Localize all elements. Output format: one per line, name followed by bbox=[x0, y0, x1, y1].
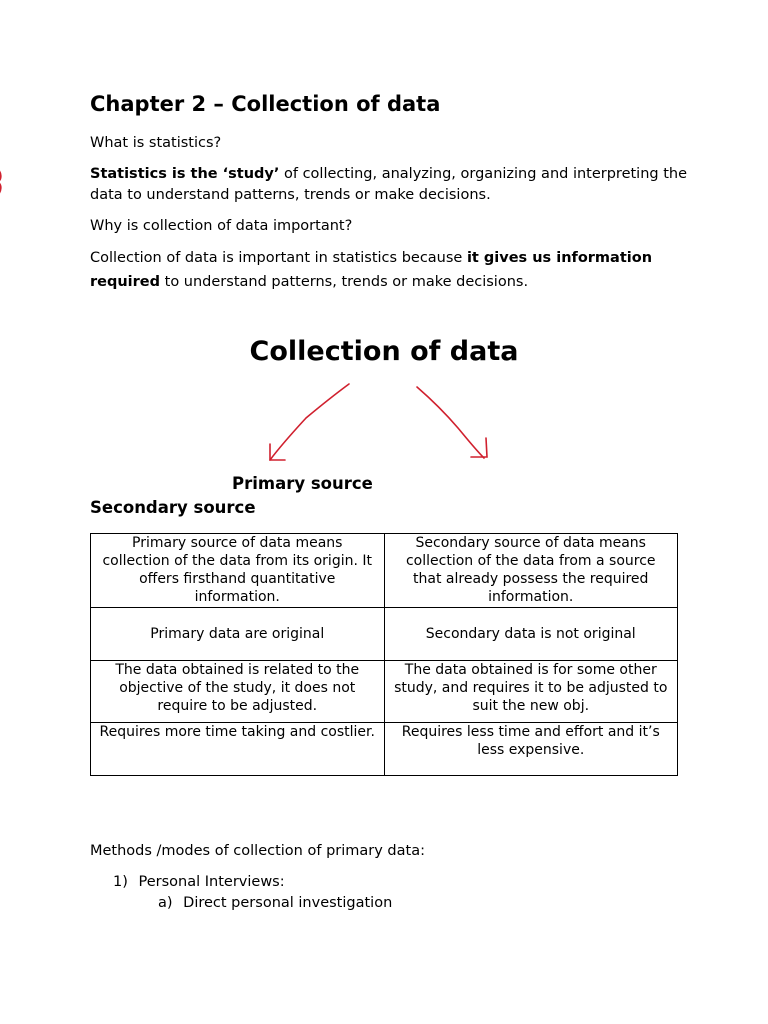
table-cell: Secondary data is not original bbox=[384, 608, 678, 661]
table-row bbox=[91, 608, 678, 661]
answer-pre: Collection of data is important in statistics because bbox=[90, 250, 467, 266]
definition-bold: Statistics is the ‘study’ bbox=[90, 166, 280, 182]
primary-source-label: Primary source bbox=[232, 474, 373, 493]
page-title: Chapter 2 – Collection of data bbox=[90, 92, 441, 116]
list-number: a) bbox=[158, 895, 173, 911]
diagram-title: Collection of data bbox=[249, 336, 519, 367]
answer-post: to understand patterns, trends or make decisions. bbox=[160, 274, 529, 290]
list-item-label: Direct personal investigation bbox=[183, 895, 393, 911]
table-cell: Primary source of data means collection of the data from its origin. It offers firsthand quantitative information. bbox=[91, 534, 385, 608]
list-item bbox=[158, 895, 392, 911]
question-why-collect-data: Why is collection of data important? bbox=[90, 218, 353, 234]
arrow-left-icon bbox=[270, 384, 349, 460]
question-what-is-statistics: What is statistics? bbox=[90, 135, 222, 151]
table-cell: The data obtained is related to the objective of the study, it does not require to be adjusted. bbox=[91, 661, 385, 723]
comparison-table bbox=[90, 533, 678, 776]
secondary-source-label: Secondary source bbox=[90, 498, 256, 517]
list-item bbox=[113, 874, 285, 890]
table-cell: Requires more time taking and costlier. bbox=[91, 723, 385, 776]
diagram-arrows bbox=[0, 0, 768, 480]
answer-bold: it gives us information required bbox=[90, 250, 653, 290]
table-row bbox=[91, 534, 678, 608]
list-number: 1) bbox=[113, 874, 128, 890]
table-cell: The data obtained is for some other study, and requires it to be adjusted to suit the new obj. bbox=[384, 661, 678, 723]
table-row bbox=[91, 661, 678, 723]
methods-heading: Methods /modes of collection of primary data: bbox=[90, 843, 425, 859]
table-cell: Secondary source of data means collection of the data from a source that already possess the required information. bbox=[384, 534, 678, 608]
definition-text: of collecting, analyzing, organizing and interpreting the data to understand patterns, trends or make decisions. bbox=[90, 166, 688, 203]
table-row bbox=[91, 723, 678, 776]
table-cell: Primary data are original bbox=[91, 608, 385, 661]
table-cell: Requires less time and effort and it’s less expensive. bbox=[384, 723, 678, 776]
list-item-label: Personal Interviews: bbox=[138, 874, 285, 890]
arrow-right-icon bbox=[417, 387, 484, 458]
